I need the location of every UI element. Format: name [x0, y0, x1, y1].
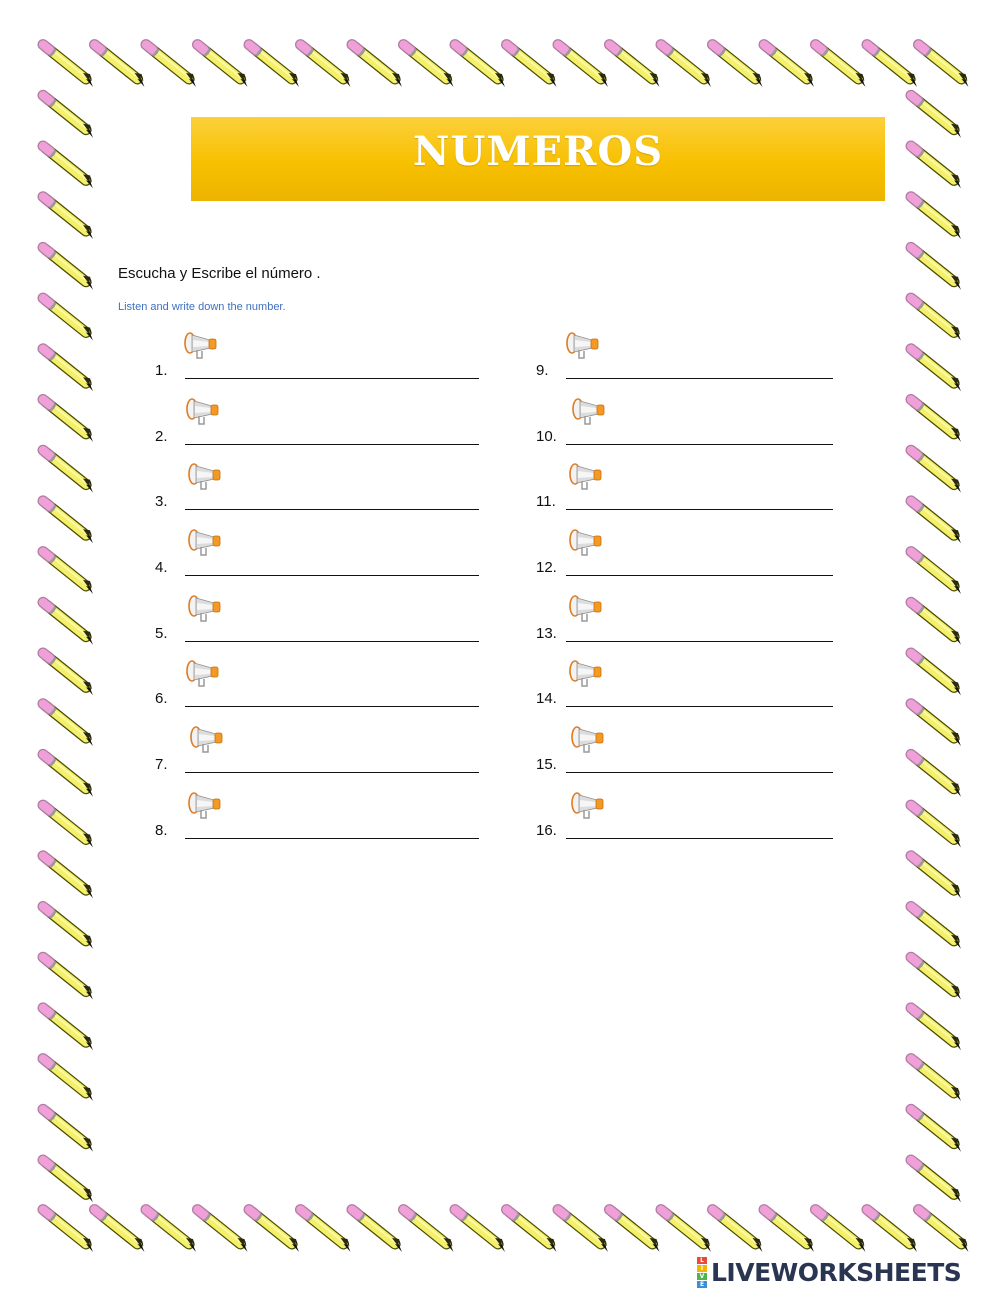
pencil-icon	[455, 1210, 505, 1252]
pencil-icon	[911, 805, 961, 847]
megaphone-icon[interactable]	[570, 725, 606, 755]
megaphone-icon[interactable]	[183, 331, 219, 361]
item-number: 6.	[155, 690, 168, 707]
megaphone-icon[interactable]	[187, 462, 223, 492]
exercise-item	[155, 546, 479, 576]
exercise-item	[155, 743, 479, 773]
answer-line[interactable]	[566, 444, 833, 445]
pencil-icon	[43, 704, 93, 746]
item-number: 11.	[536, 493, 556, 510]
exercise-item	[155, 612, 479, 642]
answer-line[interactable]	[185, 444, 479, 445]
exercise-item	[536, 546, 833, 576]
pencil-icon	[911, 197, 961, 239]
pencil-icon	[43, 805, 93, 847]
item-number: 3.	[155, 493, 168, 510]
pencil-icon	[911, 602, 961, 644]
pencil-icon	[43, 754, 93, 796]
exercise-item	[155, 809, 479, 839]
answer-line[interactable]	[185, 641, 479, 642]
item-number: 8.	[155, 822, 168, 839]
item-number: 14.	[536, 690, 557, 707]
pencil-icon	[911, 552, 961, 594]
pencil-icon	[43, 1059, 93, 1101]
megaphone-icon[interactable]	[570, 791, 606, 821]
megaphone-icon[interactable]	[565, 331, 601, 361]
title-banner	[191, 117, 885, 201]
answer-line[interactable]	[566, 378, 833, 379]
pencil-icon	[146, 1210, 196, 1252]
pencil-icon	[43, 247, 93, 289]
item-number: 9.	[536, 362, 549, 379]
pencil-icon	[558, 45, 608, 87]
pencil-icon	[352, 45, 402, 87]
pencil-icon	[43, 45, 93, 87]
pencil-icon	[43, 907, 93, 949]
pencil-icon	[43, 501, 93, 543]
pencil-icon	[911, 653, 961, 695]
pencil-icon	[867, 1210, 917, 1252]
exercise-item	[155, 415, 479, 445]
pencil-icon	[911, 754, 961, 796]
pencil-icon	[507, 45, 557, 87]
megaphone-icon[interactable]	[571, 397, 607, 427]
pencil-icon	[911, 298, 961, 340]
pencil-icon	[911, 1008, 961, 1050]
exercise-item	[536, 743, 833, 773]
megaphone-icon[interactable]	[568, 528, 604, 558]
pencil-icon	[911, 450, 961, 492]
answer-line[interactable]	[566, 706, 833, 707]
exercise-item	[155, 677, 479, 707]
pencil-icon	[661, 45, 711, 87]
pencil-icon	[43, 95, 93, 137]
exercise-item	[536, 677, 833, 707]
pencil-icon	[558, 1210, 608, 1252]
answer-line[interactable]	[185, 772, 479, 773]
pencil-icon	[911, 957, 961, 999]
pencil-icon	[43, 1008, 93, 1050]
pencil-icon	[919, 1210, 969, 1252]
answer-line[interactable]	[185, 509, 479, 510]
pencil-icon	[661, 1210, 711, 1252]
pencil-icon	[43, 1160, 93, 1202]
logo-cubes-icon: L I V E	[697, 1257, 707, 1288]
pencil-icon	[43, 298, 93, 340]
pencil-icon	[352, 1210, 402, 1252]
instruction-text: Escucha y Escribe el número .	[118, 265, 321, 282]
item-number: 16.	[536, 822, 557, 839]
megaphone-icon[interactable]	[187, 791, 223, 821]
megaphone-icon[interactable]	[568, 594, 604, 624]
pencil-icon	[43, 1210, 93, 1252]
pencil-icon	[404, 1210, 454, 1252]
pencil-icon	[610, 1210, 660, 1252]
pencil-icon	[43, 1109, 93, 1151]
pencil-icon	[455, 45, 505, 87]
pencil-icon	[911, 146, 961, 188]
pencil-icon	[249, 45, 299, 87]
answer-line[interactable]	[185, 378, 479, 379]
pencil-icon	[43, 197, 93, 239]
exercise-item	[155, 480, 479, 510]
answer-line[interactable]	[185, 838, 479, 839]
pencil-icon	[911, 400, 961, 442]
pencil-icon	[43, 552, 93, 594]
megaphone-icon[interactable]	[189, 725, 225, 755]
pencil-icon	[43, 400, 93, 442]
pencil-icon	[911, 247, 961, 289]
pencil-icon	[911, 1160, 961, 1202]
megaphone-icon[interactable]	[568, 659, 604, 689]
pencil-icon	[301, 1210, 351, 1252]
logo-text: LIVEWORKSHEETS	[711, 1258, 962, 1287]
pencil-icon	[911, 349, 961, 391]
exercise-item	[536, 349, 833, 379]
item-number: 13.	[536, 625, 557, 642]
item-number: 10.	[536, 428, 557, 445]
pencil-icon	[816, 45, 866, 87]
pencil-icon	[146, 45, 196, 87]
pencil-icon	[507, 1210, 557, 1252]
pencil-icon	[43, 856, 93, 898]
pencil-icon	[43, 349, 93, 391]
megaphone-icon[interactable]	[187, 528, 223, 558]
pencil-icon	[43, 653, 93, 695]
pencil-icon	[764, 45, 814, 87]
megaphone-icon[interactable]	[185, 659, 221, 689]
pencil-icon	[911, 856, 961, 898]
item-number: 5.	[155, 625, 168, 642]
pencil-icon	[43, 602, 93, 644]
exercise-item	[536, 480, 833, 510]
pencil-icon	[816, 1210, 866, 1252]
pencil-icon	[198, 1210, 248, 1252]
pencil-icon	[43, 450, 93, 492]
megaphone-icon[interactable]	[185, 397, 221, 427]
pencil-icon	[43, 146, 93, 188]
answer-line[interactable]	[566, 641, 833, 642]
item-number: 1.	[155, 362, 168, 379]
pencil-icon	[911, 907, 961, 949]
exercise-item	[536, 415, 833, 445]
answer-line[interactable]	[566, 772, 833, 773]
pencil-icon	[95, 45, 145, 87]
answer-line[interactable]	[566, 575, 833, 576]
pencil-icon	[610, 45, 660, 87]
pencil-icon	[95, 1210, 145, 1252]
pencil-icon	[911, 1059, 961, 1101]
page-title: NUMEROS	[412, 127, 664, 175]
pencil-icon	[249, 1210, 299, 1252]
liveworksheets-logo	[697, 1257, 961, 1288]
instruction-text-english: Listen and write down the number.	[118, 301, 286, 313]
exercise-item	[536, 809, 833, 839]
item-number: 4.	[155, 559, 168, 576]
exercise-item	[536, 612, 833, 642]
answer-line[interactable]	[566, 838, 833, 839]
item-number: 15.	[536, 756, 557, 773]
item-number: 2.	[155, 428, 168, 445]
pencil-icon	[43, 957, 93, 999]
pencil-icon	[867, 45, 917, 87]
megaphone-icon[interactable]	[568, 462, 604, 492]
answer-line[interactable]	[566, 509, 833, 510]
pencil-icon	[919, 45, 969, 87]
exercise-item	[155, 349, 479, 379]
pencil-icon	[764, 1210, 814, 1252]
pencil-icon	[911, 1109, 961, 1151]
pencil-icon	[301, 45, 351, 87]
pencil-icon	[911, 501, 961, 543]
pencil-icon	[713, 45, 763, 87]
pencil-icon	[911, 704, 961, 746]
pencil-icon	[198, 45, 248, 87]
pencil-icon	[911, 95, 961, 137]
item-number: 12.	[536, 559, 557, 576]
megaphone-icon[interactable]	[187, 594, 223, 624]
answer-line[interactable]	[185, 706, 479, 707]
pencil-icon	[713, 1210, 763, 1252]
answer-line[interactable]	[185, 575, 479, 576]
pencil-icon	[404, 45, 454, 87]
item-number: 7.	[155, 756, 168, 773]
